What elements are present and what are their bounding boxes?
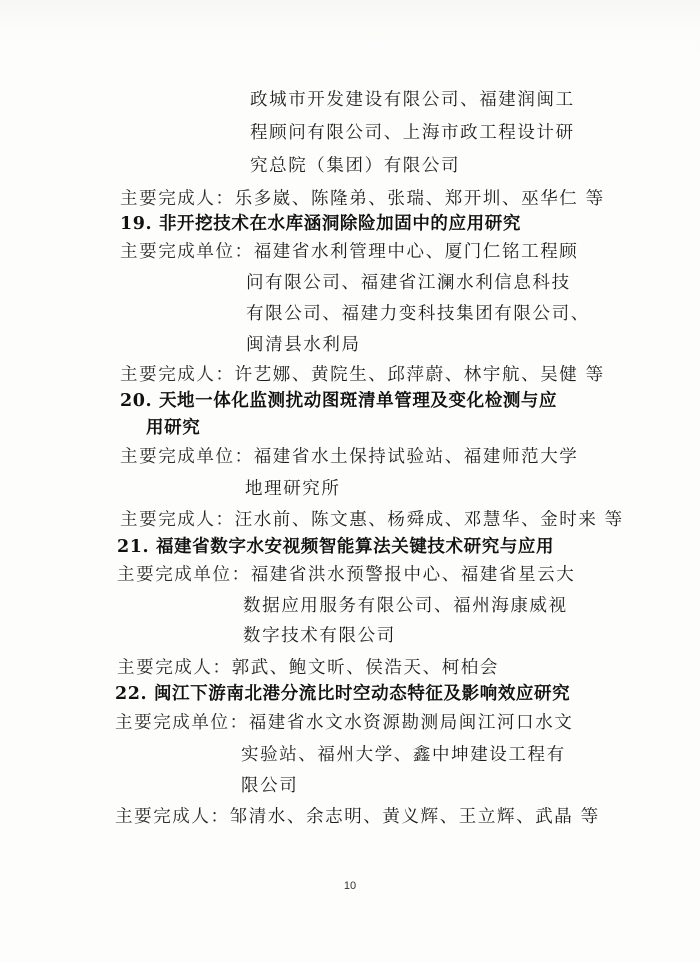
unit-line: 究总院（集团）有限公司 bbox=[250, 156, 461, 176]
unit-line: 福建省水文水资源勘测局闽江河口水文 bbox=[248, 713, 574, 733]
units-label: 主要完成单位： bbox=[120, 242, 254, 262]
unit-line: 实验站、福州大学、鑫中坤建设工程有 bbox=[241, 745, 566, 765]
unit-line: 问有限公司、福建省江澜水利信息科技 bbox=[246, 273, 571, 293]
entry-title: 20. 天地一体化监测扰动图斑清单管理及变化检测与应 bbox=[120, 391, 558, 411]
persons-value: 乐多崴、陈隆弟、张瑞、郑开圳、巫华仁 等 bbox=[234, 189, 605, 209]
unit-line: 福建省水利管理中心、厦门仁铭工程顾 bbox=[253, 242, 579, 262]
units-label: 主要完成单位： bbox=[117, 565, 251, 585]
unit-line: 地理研究所 bbox=[245, 479, 341, 499]
units-label: 主要完成单位： bbox=[120, 447, 254, 467]
units-label: 主要完成单位： bbox=[115, 713, 249, 733]
persons-row bbox=[120, 508, 624, 532]
persons-row bbox=[120, 363, 605, 387]
unit-line: 数字技术有限公司 bbox=[243, 626, 396, 646]
persons-row bbox=[115, 805, 600, 829]
page-number: 10 bbox=[343, 880, 357, 892]
unit-line: 程顾问有限公司、上海市政工程设计研 bbox=[250, 123, 575, 143]
persons-label: 主要完成人： bbox=[120, 510, 235, 530]
persons-label: 主要完成人： bbox=[120, 189, 235, 209]
persons-row bbox=[120, 187, 605, 211]
persons-label: 主要完成人： bbox=[117, 658, 232, 678]
entry-title: 21. 福建省数字水安视频智能算法关键技术研究与应用 bbox=[117, 537, 555, 557]
unit-line: 有限公司、福建力变科技集团有限公司、 bbox=[246, 304, 590, 324]
unit-line: 政城市开发建设有限公司、福建润闽工 bbox=[250, 90, 575, 110]
persons-label: 主要完成人： bbox=[120, 365, 235, 385]
units-row bbox=[120, 240, 578, 264]
unit-line: 数据应用服务有限公司、福州海康威视 bbox=[243, 596, 568, 616]
persons-row bbox=[117, 656, 499, 680]
entry-title-continued: 用研究 bbox=[146, 418, 201, 438]
units-row bbox=[117, 563, 575, 587]
entry-title: 19. 非开挖技术在水库涵洞除险加固中的应用研究 bbox=[120, 214, 521, 234]
entry-title: 22. 闽江下游南北港分流比时空动态特征及影响效应研究 bbox=[115, 684, 571, 704]
unit-line: 闽清县水利局 bbox=[246, 335, 361, 355]
persons-value: 许艺娜、黄院生、邱萍蔚、林宇航、吴健 等 bbox=[234, 365, 605, 385]
units-row bbox=[120, 445, 578, 469]
persons-value: 汪水前、陈文惠、杨舜成、邓慧华、金时来 等 bbox=[234, 510, 624, 530]
unit-line: 福建省洪水预警报中心、福建省星云大 bbox=[250, 565, 576, 585]
persons-value: 郭武、鲍文昕、侯浩天、柯柏会 bbox=[231, 658, 500, 678]
persons-value: 邹清水、余志明、黄义辉、王立辉、武晶 等 bbox=[229, 807, 600, 827]
unit-line: 福建省水土保持试验站、福建师范大学 bbox=[253, 447, 579, 467]
unit-line: 限公司 bbox=[241, 776, 299, 796]
units-row bbox=[115, 711, 573, 735]
persons-label: 主要完成人： bbox=[115, 807, 230, 827]
